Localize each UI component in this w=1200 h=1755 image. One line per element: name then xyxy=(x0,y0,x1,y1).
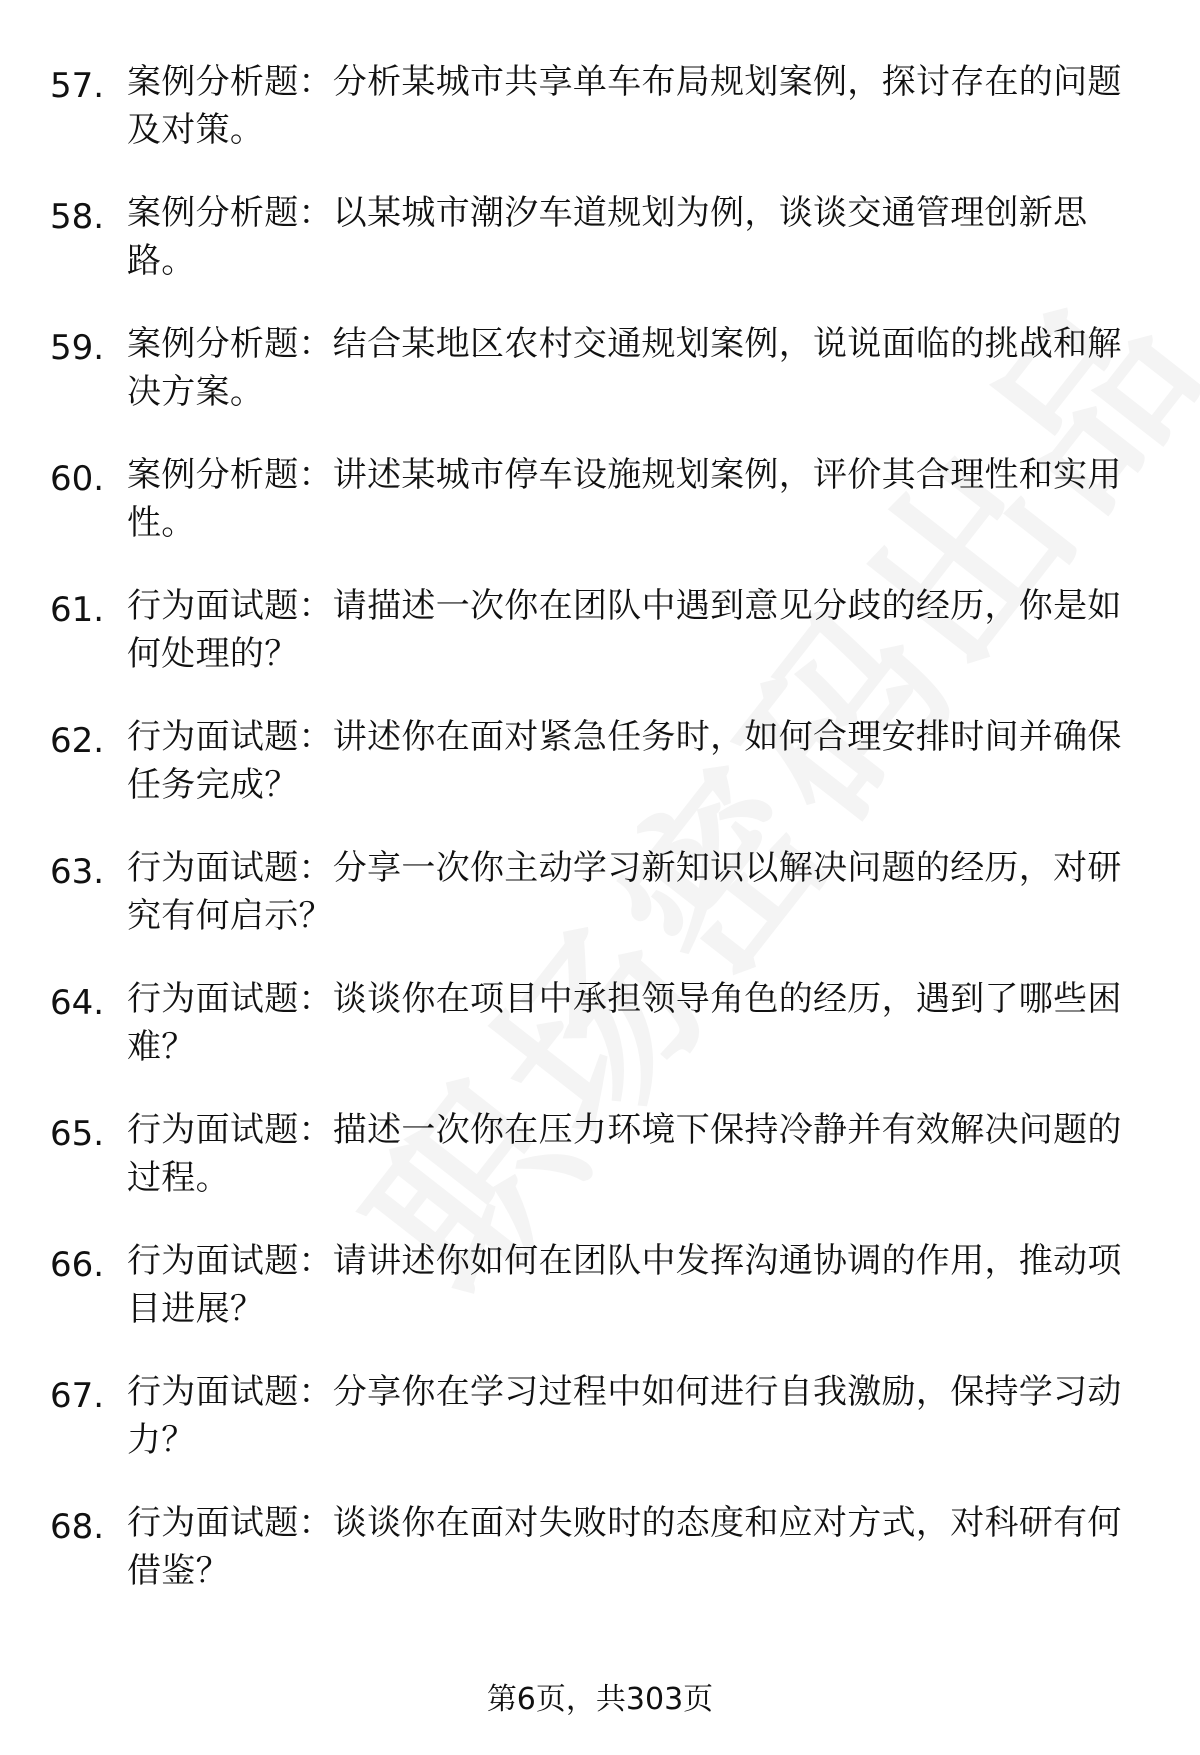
question-number: 63. xyxy=(50,852,105,892)
question-number: 62. xyxy=(50,721,105,761)
page-footer: 第6页，共303页 xyxy=(486,1682,714,1717)
question-text: 行为面试题：讲述你在面对紧急任务时，如何合理安排时间并确保任务完成？ xyxy=(127,717,1122,805)
question-number: 67. xyxy=(50,1376,105,1416)
question-number: 60. xyxy=(50,459,105,499)
question-item xyxy=(0,582,1200,713)
question-item xyxy=(0,1499,1200,1630)
question-text: 行为面试题：分享一次你主动学习新知识以解决问题的经历，对研究有何启示？ xyxy=(127,848,1122,936)
question-text: 案例分析题：分析某城市共享单车布局规划案例，探讨存在的问题及对策。 xyxy=(127,62,1122,150)
question-item xyxy=(0,320,1200,451)
question-text: 案例分析题：讲述某城市停车设施规划案例，评价其合理性和实用性。 xyxy=(127,455,1122,543)
question-text: 行为面试题：描述一次你在压力环境下保持冷静并有效解决问题的过程。 xyxy=(127,1110,1122,1198)
question-item xyxy=(0,713,1200,844)
question-number: 68. xyxy=(50,1507,105,1547)
question-list xyxy=(0,58,1200,1630)
question-text: 案例分析题：以某城市潮汐车道规划为例，谈谈交通管理创新思路。 xyxy=(127,193,1088,281)
question-text: 行为面试题：谈谈你在项目中承担领导角色的经历，遇到了哪些困难？ xyxy=(127,979,1122,1067)
question-number: 66. xyxy=(50,1245,105,1285)
question-item xyxy=(0,1237,1200,1368)
question-text: 行为面试题：谈谈你在面对失败时的态度和应对方式，对科研有何借鉴？ xyxy=(127,1503,1122,1591)
question-number: 64. xyxy=(50,983,105,1023)
question-text: 行为面试题：请讲述你如何在团队中发挥沟通协调的作用，推动项目进展？ xyxy=(127,1241,1122,1329)
question-item xyxy=(0,1368,1200,1499)
question-item xyxy=(0,844,1200,975)
question-number: 61. xyxy=(50,590,105,630)
question-item xyxy=(0,451,1200,582)
question-number: 59. xyxy=(50,328,105,368)
question-number: 58. xyxy=(50,197,105,237)
question-text: 案例分析题：结合某地区农村交通规划案例，说说面临的挑战和解决方案。 xyxy=(127,324,1122,412)
question-item xyxy=(0,975,1200,1106)
question-item xyxy=(0,189,1200,320)
question-number: 65. xyxy=(50,1114,105,1154)
question-item xyxy=(0,1106,1200,1237)
question-text: 行为面试题：分享你在学习过程中如何进行自我激励，保持学习动力？ xyxy=(127,1372,1122,1460)
question-number: 57. xyxy=(50,66,105,106)
question-text: 行为面试题：请描述一次你在团队中遇到意见分歧的经历，你是如何处理的？ xyxy=(127,586,1122,674)
question-item xyxy=(0,58,1200,189)
